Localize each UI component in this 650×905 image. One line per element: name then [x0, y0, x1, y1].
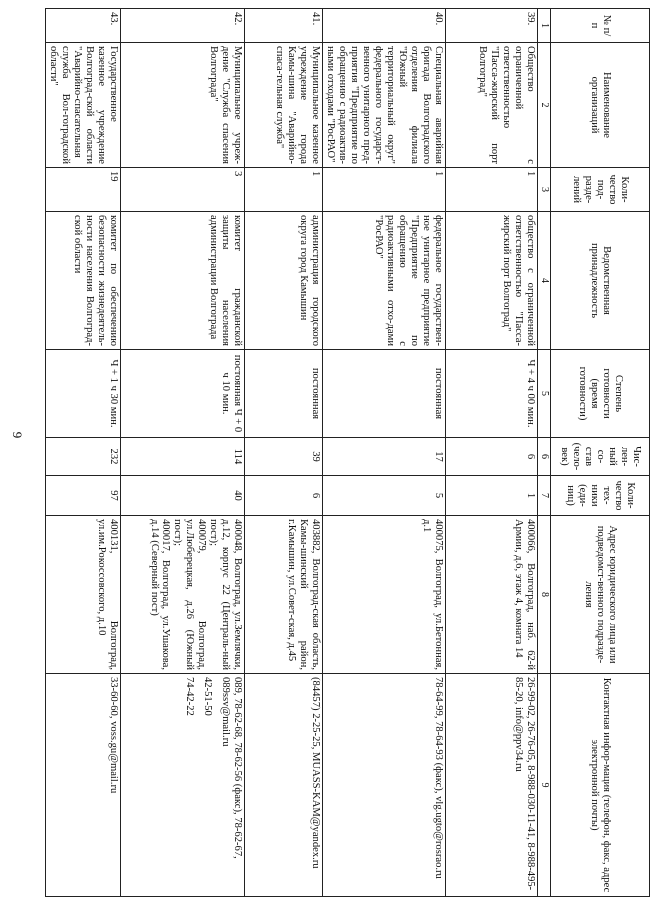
org-contacts: 26-99-02, 26-76-05, 8-988-030-11-41, 8-988-495-85-20, info@ppv34.ru	[446, 674, 538, 897]
org-readiness: постоянная	[245, 350, 323, 438]
org-name: Муниципальное учреж-дение "Служба спасения Волгограда"	[121, 43, 245, 168]
org-units: 1	[323, 168, 446, 212]
table-row	[323, 9, 446, 897]
contacts-central-post: 089, 78-62-68, 78-62-56 (факс), 78-62-67, 089ssv@mail.ru	[220, 677, 244, 859]
row-num: 40.	[323, 9, 446, 43]
table-header-row	[551, 9, 650, 897]
org-address: 400075, Волгоград, ул.Бетонная, д.1	[323, 516, 446, 674]
header-contacts: Контактная инфор-мация (телефон, факс, адрес электронной почты)	[551, 674, 650, 897]
header-vehicles: Коли-чество тех-ники (еди-ниц)	[551, 476, 650, 516]
org-staff: 6	[446, 438, 538, 476]
org-vehicles: 6	[245, 476, 323, 516]
column-number: 5	[538, 350, 551, 438]
org-contacts	[121, 674, 245, 897]
column-number-row	[538, 9, 551, 897]
address-central-post: 400048, Волгоград, ул.Землячки, д.12, корпус 22 (Централь-ный пост);	[208, 519, 244, 670]
org-readiness: постоянная Ч + 0 ч 10 мин.	[121, 350, 245, 438]
row-num: 42.	[121, 9, 245, 43]
column-number: 8	[538, 516, 551, 674]
contacts-south-post: 42-51-50	[202, 677, 214, 716]
header-units: Коли-чество под-разде-лений	[551, 168, 650, 212]
org-staff: 232	[46, 438, 121, 476]
header-name: Наименование организаций	[551, 43, 650, 168]
table-row	[46, 9, 121, 897]
org-units: 3	[121, 168, 245, 212]
org-vehicles: 5	[323, 476, 446, 516]
column-number: 9	[538, 674, 551, 897]
org-name: Специальная аварийная бригада Волгоградского отделения филиала "Южный территориальный округ" федерального государст-венного унитарного пред-приятия "Предприятие по обращению с радиоактив-ными отходами "РосРАО"	[323, 43, 446, 168]
table-row	[245, 9, 323, 897]
header-staff: Чис-лен-ный со-став (чело-век)	[551, 438, 650, 476]
org-name: Общество с ограниченной ответственностью "Пасса-жирский порт Волгоград"	[446, 43, 538, 168]
org-readiness: постоянная	[323, 350, 446, 438]
table-row	[446, 9, 538, 897]
org-readiness: Ч + 1 ч 30 мин.	[46, 350, 121, 438]
header-num: № п/п	[551, 9, 650, 43]
org-contacts: 33-60-60, voss.gu@mail.ru	[46, 674, 121, 897]
column-number: 3	[538, 168, 551, 212]
org-units: 19	[46, 168, 121, 212]
header-readiness: Степень готовности (время готовности)	[551, 350, 650, 438]
org-affiliation: комитет по обеспечению безопасности жизнедеятель-ности населения Волгоград-ской области	[46, 212, 121, 350]
org-readiness: Ч + 4 ч 00 мин.	[446, 350, 538, 438]
org-vehicles: 97	[46, 476, 121, 516]
address-south-post: 400079, Волгоград, ул.Люберецкая, д.26 (Южный пост);	[172, 519, 208, 670]
page-number: 9	[10, 431, 25, 439]
contacts-north-post: 74-42-22	[184, 677, 196, 716]
organizations-table	[46, 8, 650, 897]
org-staff: 114	[121, 438, 245, 476]
org-units: 1	[446, 168, 538, 212]
column-number: 7	[538, 476, 551, 516]
org-affiliation: общество с ограниченной ответственностью "Пасса-жирский порт Волгоград"	[446, 212, 538, 350]
org-staff: 39	[245, 438, 323, 476]
address-north-post: 400017, Волгоград, ул.Ушакова, д.14 (Северный пост)	[148, 519, 172, 670]
header-address: Адрес юридического лица или подведомст-венного подразде-ления	[551, 516, 650, 674]
column-number: 1	[538, 9, 551, 43]
org-units: 1	[245, 168, 323, 212]
rotated-page-frame	[48, 8, 650, 896]
header-affiliation: Ведомственная принадлежность	[551, 212, 650, 350]
org-address: 400131, Волгоград, ул.им.Рокоссовского, д.10	[46, 516, 121, 674]
org-vehicles: 1	[446, 476, 538, 516]
org-name: Государственное казенное учреждение Волгоград-ской области "Аварийно-спасательная служба Вол-гоградской области"	[46, 43, 121, 168]
table-row	[121, 9, 245, 897]
org-address: 400066, Волгоград, наб. 62-й Армии, д.6, этаж 4, комната 14	[446, 516, 538, 674]
org-contacts: (84457) 2-25-25, MUASS-KAM@yandex.ru	[245, 674, 323, 897]
row-num: 43.	[46, 9, 121, 43]
column-number: 4	[538, 212, 551, 350]
org-vehicles: 40	[121, 476, 245, 516]
row-num: 41.	[245, 9, 323, 43]
org-affiliation: комитет гражданской защиты населения администрации Волгограда	[121, 212, 245, 350]
org-name: Муниципальное казенное учреждение города Камы-шина "Аварийно-спаса-тельная служба"	[245, 43, 323, 168]
org-affiliation: администрация городского округа город Камышин	[245, 212, 323, 350]
org-affiliation: федеральное государствен-ное унитарное предприятие "Предприятие по обращению с радиоактивными отхо-дами "РосРАО"	[323, 212, 446, 350]
column-number: 6	[538, 438, 551, 476]
org-address: 403882, Волгоград-ская область, Камы-шинский район, г.Камышин, ул.Совет-ская, д.45	[245, 516, 323, 674]
row-num: 39.	[446, 9, 538, 43]
org-address	[121, 516, 245, 674]
rotated-table-wrapper	[48, 8, 650, 896]
org-contacts: 78-64-99, 78-64-93 (факс), vlg.ugto@rosrao.ru	[323, 674, 446, 897]
column-number: 2	[538, 43, 551, 168]
org-staff: 17	[323, 438, 446, 476]
